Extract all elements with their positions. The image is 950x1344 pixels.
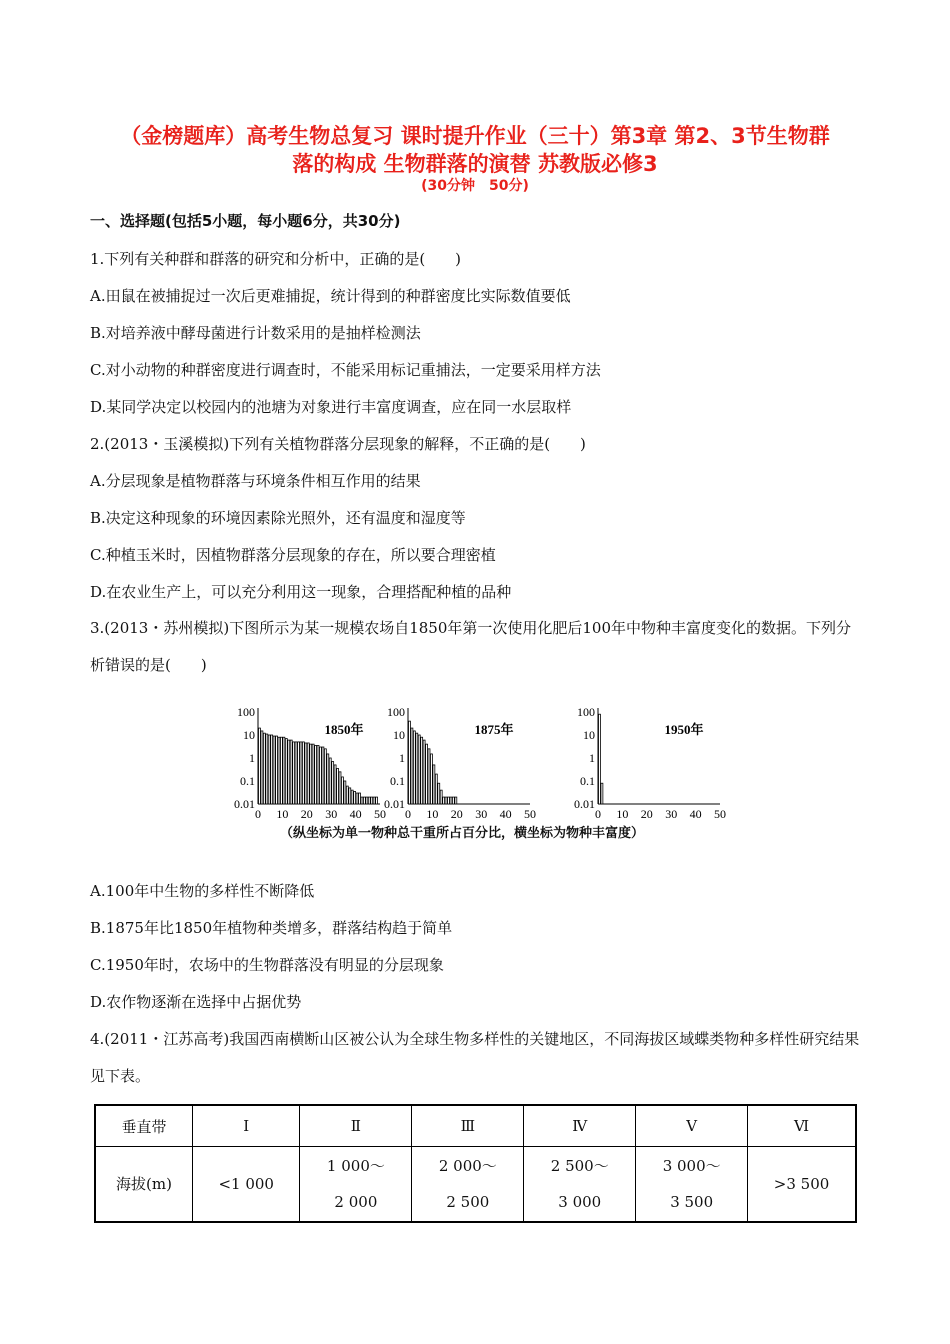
x-tick-label: 30: [665, 807, 678, 821]
x-tick-label: 20: [450, 807, 463, 821]
document-subtitle: (30分钟 50分): [421, 178, 529, 194]
table-header-cell: Ⅰ: [193, 1105, 300, 1147]
x-tick-label: 40: [499, 807, 512, 821]
bar: [428, 749, 430, 804]
x-tick-label: 0: [595, 807, 601, 821]
y-tick-label: 100: [237, 705, 255, 719]
y-tick-label: 100: [387, 705, 405, 719]
bar: [317, 745, 319, 804]
bar: [315, 745, 317, 804]
table-row: [95, 1147, 856, 1223]
bar: [276, 736, 278, 804]
bar: [445, 797, 447, 804]
cell-line: <1 000: [218, 1175, 274, 1193]
bar: [290, 740, 292, 804]
cell-line: >3 500: [773, 1175, 830, 1193]
bar: [283, 737, 285, 804]
question-3-option-d: D.农作物逐渐在选择中占据优势: [90, 993, 302, 1011]
x-tick-label: 30: [475, 807, 488, 821]
chart-title: 1850年: [324, 722, 364, 737]
bar: [334, 765, 336, 804]
x-tick-label: 50: [374, 807, 386, 821]
cell-line: 3 500: [670, 1193, 714, 1211]
bar: [359, 793, 361, 804]
question-2-option-c: C.种植玉米时，因植物群落分层现象的存在，所以要合理密植: [90, 546, 496, 564]
bar: [349, 788, 351, 804]
question-2-option-a: A.分层现象是植物群落与环境条件相互作用的结果: [90, 472, 421, 490]
y-tick-label: 10: [583, 728, 595, 742]
y-tick-label: 10: [243, 728, 255, 742]
x-tick-label: 50: [524, 807, 536, 821]
bar: [409, 721, 411, 804]
section-heading: 一、选择题(包括5小题，每小题6分，共30分): [90, 212, 401, 230]
bar: [261, 731, 263, 804]
bar: [430, 754, 432, 804]
bar: [351, 790, 353, 804]
bar: [411, 728, 413, 804]
cell-line: 2 500: [446, 1193, 490, 1211]
bar: [416, 733, 418, 804]
altitude-table: [94, 1104, 857, 1223]
y-tick-label: 1: [589, 751, 595, 765]
bar: [310, 744, 312, 804]
bar: [339, 772, 341, 804]
bar: [263, 733, 265, 804]
bar: [423, 740, 425, 804]
question-4-stem: 4.(2011・江苏高考)我国西南横断山区被公认为全球生物多样性的关键地区，不同海拔区域蝶类物种多样性研究结果见下表。: [90, 1030, 860, 1085]
bar: [448, 797, 450, 804]
table-header-cell: Ⅳ: [524, 1105, 636, 1147]
bar: [324, 749, 326, 804]
y-tick-label: 0.1: [240, 774, 255, 788]
bar: [433, 765, 435, 804]
bar: [426, 744, 428, 804]
question-2-option-b: B.决定这种现象的环境因素除光照外，还有温度和湿度等: [90, 509, 466, 527]
bar: [322, 747, 324, 804]
x-tick-label: 10: [426, 807, 439, 821]
cell-line: 2 000～: [438, 1157, 497, 1175]
question-3-option-a: A.100年中生物的多样性不断降低: [90, 882, 315, 900]
figure-caption: （纵坐标为单一物种总干重所占百分比，横坐标为物种丰富度）: [279, 826, 644, 841]
x-tick-label: 20: [300, 807, 313, 821]
table-cell: 海拔(m): [95, 1147, 193, 1223]
figure-species-richness: [222, 702, 732, 852]
table-header-cell: Ⅲ: [412, 1105, 524, 1147]
table-row: [95, 1105, 856, 1147]
document-title-line2: 落的构成 生物群落的演替 苏教版必修3: [292, 152, 658, 176]
bar: [421, 737, 423, 804]
bar: [329, 758, 331, 804]
bar: [293, 742, 295, 804]
table-cell: [748, 1147, 856, 1223]
chart-title: 1950年: [664, 722, 704, 737]
bar: [307, 743, 309, 804]
bar: [285, 739, 287, 804]
table-cell: [193, 1147, 300, 1223]
bar: [366, 797, 368, 804]
bar: [259, 728, 261, 804]
x-tick-label: 10: [276, 807, 289, 821]
y-tick-label: 0.01: [574, 797, 595, 811]
question-1-option-b: B.对培养液中酵母菌进行计数采用的是抽样检测法: [90, 324, 421, 342]
bar: [599, 714, 601, 804]
cell-line: 3 000: [558, 1193, 602, 1211]
question-2-option-d: D.在农业生产上，可以充分利用这一现象，合理搭配种植的品种: [90, 583, 512, 601]
bar: [452, 797, 454, 804]
x-tick-label: 0: [405, 807, 411, 821]
bar: [418, 735, 420, 804]
table-cell: [300, 1147, 412, 1223]
bar: [371, 797, 373, 804]
x-tick-label: 50: [714, 807, 726, 821]
bar: [320, 747, 322, 804]
chart-title: 1875年: [474, 722, 514, 737]
bar: [298, 742, 300, 804]
bar: [300, 742, 302, 804]
y-tick-label: 100: [577, 705, 595, 719]
bar: [601, 783, 603, 804]
table-cell: [636, 1147, 748, 1223]
cell-line: 2 000: [334, 1193, 378, 1211]
question-3-option-b: B.1875年比1850年植物种类增多，群落结构趋于简单: [90, 919, 453, 937]
document-title-line1: （金榜题库）高考生物总复习 课时提升作业（三十）第3章 第2、3节生物群: [120, 124, 830, 148]
y-tick-label: 0.1: [580, 774, 595, 788]
bar: [344, 781, 346, 804]
question-1-stem: 1.下列有关种群和群落的研究和分析中，正确的是( ): [90, 250, 462, 268]
bar: [327, 754, 329, 804]
y-tick-label: 1: [399, 751, 405, 765]
bar: [440, 790, 442, 804]
question-3-option-c: C.1950年时，农场中的生物群落没有明显的分层现象: [90, 956, 444, 974]
x-tick-label: 20: [640, 807, 653, 821]
bar: [346, 786, 348, 804]
bar: [438, 783, 440, 804]
x-tick-label: 40: [349, 807, 362, 821]
y-tick-label: 0.01: [384, 797, 405, 811]
bar: [356, 793, 358, 804]
bar: [337, 768, 339, 804]
table-header-cell: Ⅴ: [636, 1105, 748, 1147]
x-tick-label: 10: [616, 807, 629, 821]
cell-line: 2 500～: [550, 1157, 609, 1175]
table-header-cell: 垂直带: [95, 1105, 193, 1147]
question-1-option-d: D.某同学决定以校园内的池塘为对象进行丰富度调查，应在同一水层取样: [90, 398, 572, 416]
bar: [271, 735, 273, 804]
table-cell: [524, 1147, 636, 1223]
table-cell: [412, 1147, 524, 1223]
bar: [288, 740, 290, 804]
cell-line: 1 000～: [326, 1157, 385, 1175]
bar: [332, 762, 334, 804]
bar: [268, 735, 270, 804]
bar: [278, 737, 280, 804]
bar: [363, 797, 365, 804]
bar: [443, 797, 445, 804]
question-1-option-c: C.对小动物的种群密度进行调查时，不能采用标记重捕法，一定要采用样方法: [90, 361, 601, 379]
x-tick-label: 0: [255, 807, 261, 821]
richness-charts: [222, 702, 732, 822]
question-2-stem: 2.(2013・玉溪模拟)下列有关植物群落分层现象的解释，不正确的是( ): [90, 435, 586, 453]
x-tick-label: 30: [325, 807, 338, 821]
bar: [455, 797, 457, 804]
y-tick-label: 0.1: [390, 774, 405, 788]
cell-line: 3 000～: [662, 1157, 721, 1175]
y-tick-label: 10: [393, 728, 405, 742]
bar: [341, 777, 343, 804]
y-tick-label: 0.01: [234, 797, 255, 811]
bar: [302, 742, 304, 804]
table-header-cell: Ⅵ: [748, 1105, 856, 1147]
bar: [450, 797, 452, 804]
bar: [273, 736, 275, 804]
question-1-option-a: A.田鼠在被捕捉过一次后更难捕捉，统计得到的种群密度比实际数值要低: [90, 287, 571, 305]
bar: [312, 744, 314, 804]
bar: [368, 797, 370, 804]
bar: [361, 797, 363, 804]
y-tick-label: 1: [249, 751, 255, 765]
bar: [413, 731, 415, 804]
bar: [435, 774, 437, 804]
bar: [354, 791, 356, 804]
bar: [376, 797, 378, 804]
bar: [266, 734, 268, 804]
bar: [295, 742, 297, 804]
bar: [305, 743, 307, 804]
bar: [280, 737, 282, 804]
bar: [373, 797, 375, 804]
x-tick-label: 40: [689, 807, 702, 821]
table-header-cell: Ⅱ: [300, 1105, 412, 1147]
question-3-stem: 3.(2013・苏州模拟)下图所示为某一规模农场自1850年第一次使用化肥后100年中物种丰富度变化的数据。下列分析错误的是( ): [90, 619, 851, 674]
